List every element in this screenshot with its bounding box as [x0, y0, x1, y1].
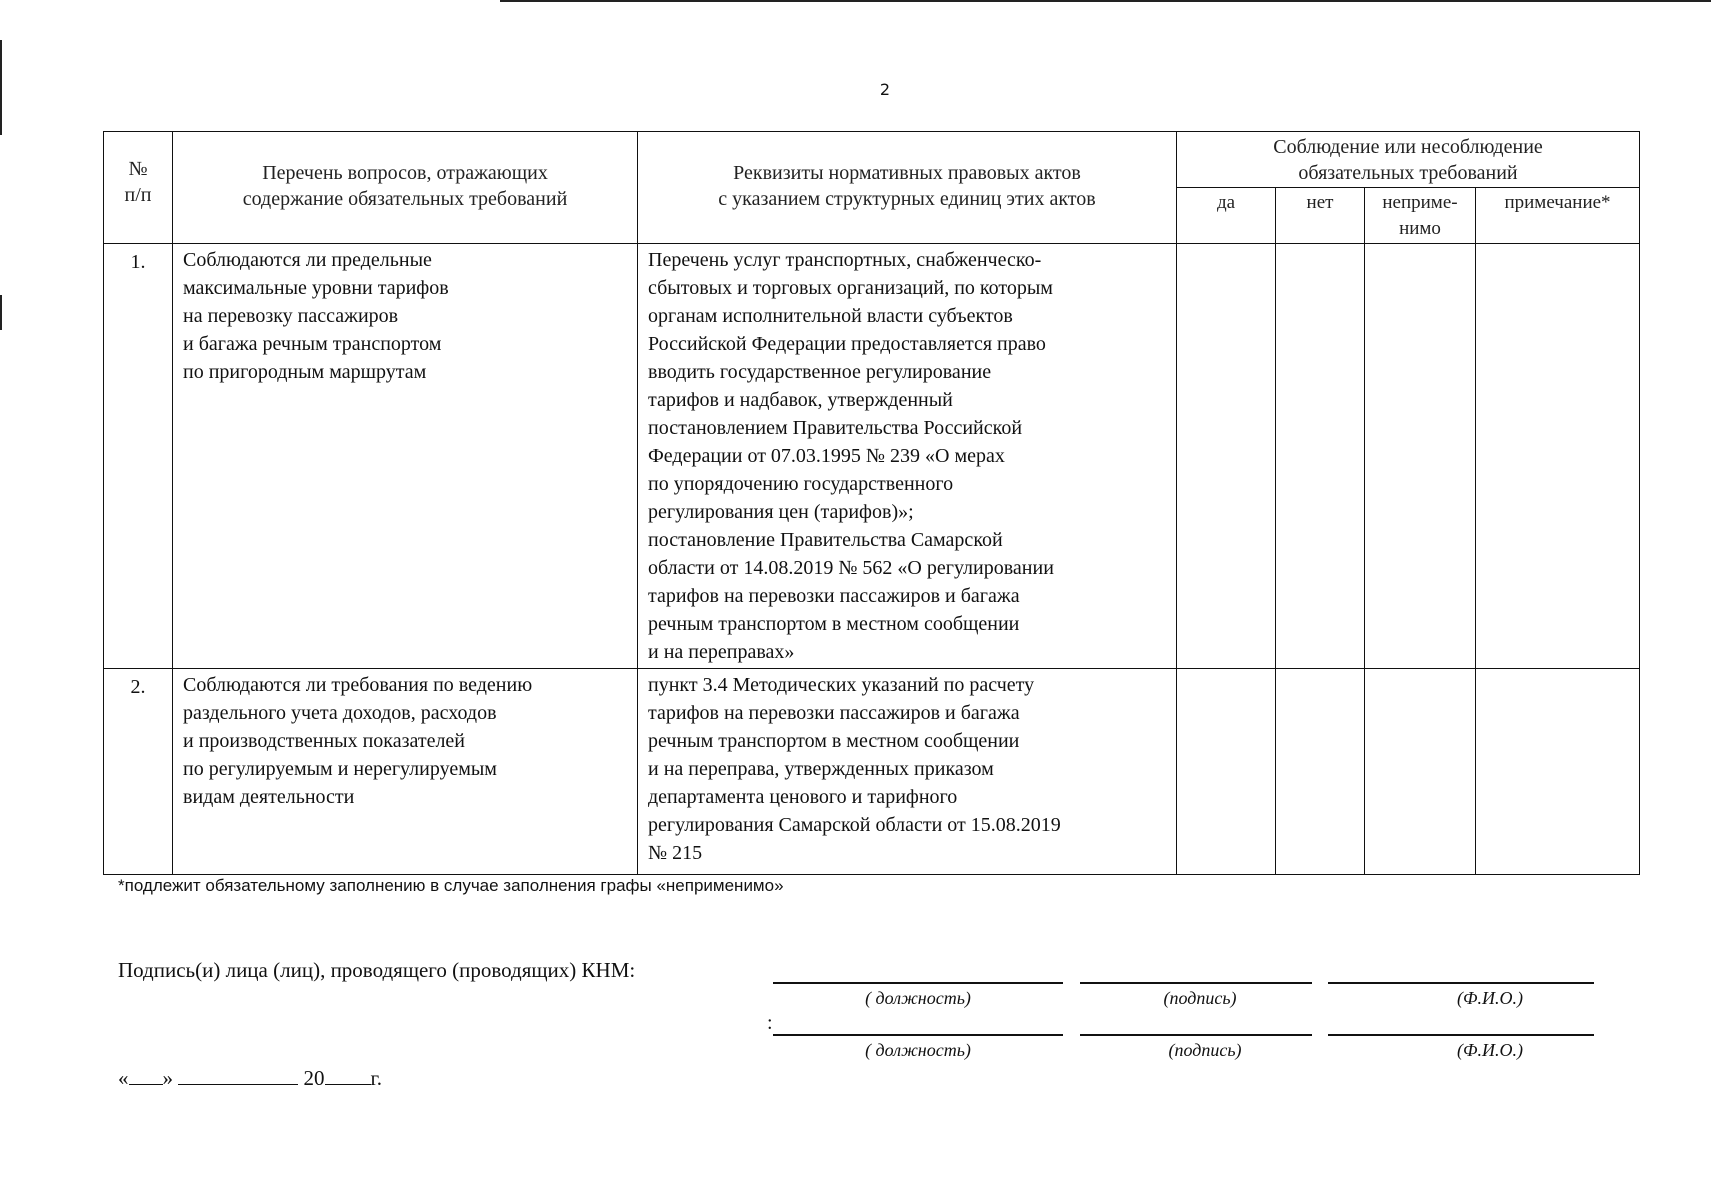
row-requisites: Перечень услуг транспортных, снабженческо- сбытовых и торговых организаций, по которым органам исполнительной власти субъектов Российской Федерации предоставляется право вводить государственное регулирование тарифов и надбавок, утвержденный постановлением Правительства Российской Федерации от 07.03.1995 № 239 «О мерах по упорядочению государственного регулирования цен (тарифов)»; постановление Правительства Самарской области от 14.08.2019 № 562 «О регулировании тарифов на перевозки пассажиров и багажа речным транспортом в местном сообщении и на переправах» [638, 244, 1177, 669]
date-field [118, 1066, 382, 1091]
signature-separator: : [767, 1012, 773, 1034]
table-row [104, 244, 1640, 669]
name-caption-2: (Ф.И.О.) [1457, 1040, 1523, 1060]
row-number: 2. [104, 669, 173, 875]
footnote: *подлежит обязательному заполнению в случае заполнения графы «неприменимо» [118, 876, 784, 895]
cell-no[interactable] [1276, 669, 1365, 875]
day-blank[interactable] [129, 1066, 163, 1085]
signature-caption-2: (подпись) [1168, 1040, 1242, 1060]
signature-caption-1: (подпись) [1163, 988, 1237, 1008]
row-requisites: пункт 3.4 Методических указаний по расчету тарифов на перевозки пассажиров и багажа речным транспортом в местном сообщении и на переправа, утвержденных приказом департамента ценового и тарифного регулирования Самарской области от 15.08.2019 № 215 [638, 669, 1177, 875]
cell-not-applicable[interactable] [1365, 669, 1476, 875]
name-line-1[interactable] [1328, 982, 1594, 984]
scan-edge-left-lower [0, 295, 2, 330]
cell-note[interactable] [1476, 669, 1640, 875]
row-number: 1. [104, 244, 173, 669]
signature-label: Подпись(и) лица (лиц), проводящего (проводящих) КНМ: [118, 958, 636, 982]
year-prefix: 20 [303, 1066, 325, 1090]
header-questions: Перечень вопросов, отражающих содержание обязательных требований [173, 132, 638, 244]
name-caption-1: (Ф.И.О.) [1457, 988, 1523, 1008]
year-suffix: г. [370, 1066, 382, 1090]
signature-line-2[interactable] [1080, 1034, 1312, 1036]
header-compliance: Соблюдение или несоблюдение обязательных требований [1177, 132, 1640, 188]
page-number: 2 [879, 80, 891, 99]
position-caption-1: ( должность) [865, 988, 971, 1008]
month-blank[interactable] [178, 1066, 298, 1085]
cell-yes[interactable] [1177, 244, 1276, 669]
year-blank[interactable] [325, 1066, 371, 1085]
row-question: Соблюдаются ли предельные максимальные уровни тарифов на перевозку пассажиров и багажа речным транспортом по пригородным маршрутам [173, 244, 638, 669]
scan-edge-left [0, 40, 2, 135]
scan-edge-top [500, 0, 1711, 2]
header-number: № п/п [104, 132, 173, 244]
cell-not-applicable[interactable] [1365, 244, 1476, 669]
header-not-applicable: неприме- нимо [1365, 188, 1476, 244]
name-line-2[interactable] [1328, 1034, 1594, 1036]
position-caption-2: ( должность) [865, 1040, 971, 1060]
date-close-quote: » [162, 1066, 173, 1090]
row-question: Соблюдаются ли требования по ведению раздельного учета доходов, расходов и производственных показателей по регулируемым и нерегулируемым видам деятельности [173, 669, 638, 875]
header-yes: да [1177, 188, 1276, 244]
date-open-quote: « [118, 1066, 129, 1090]
header-note: примечание* [1476, 188, 1640, 244]
header-no: нет [1276, 188, 1365, 244]
position-line-1[interactable] [773, 982, 1063, 984]
cell-no[interactable] [1276, 244, 1365, 669]
cell-yes[interactable] [1177, 669, 1276, 875]
cell-note[interactable] [1476, 244, 1640, 669]
table-row [104, 669, 1640, 875]
header-requisites: Реквизиты нормативных правовых актов с указанием структурных единиц этих актов [638, 132, 1177, 244]
requirements-table [103, 131, 1640, 875]
signature-line-1[interactable] [1080, 982, 1312, 984]
position-line-2[interactable] [773, 1034, 1063, 1036]
